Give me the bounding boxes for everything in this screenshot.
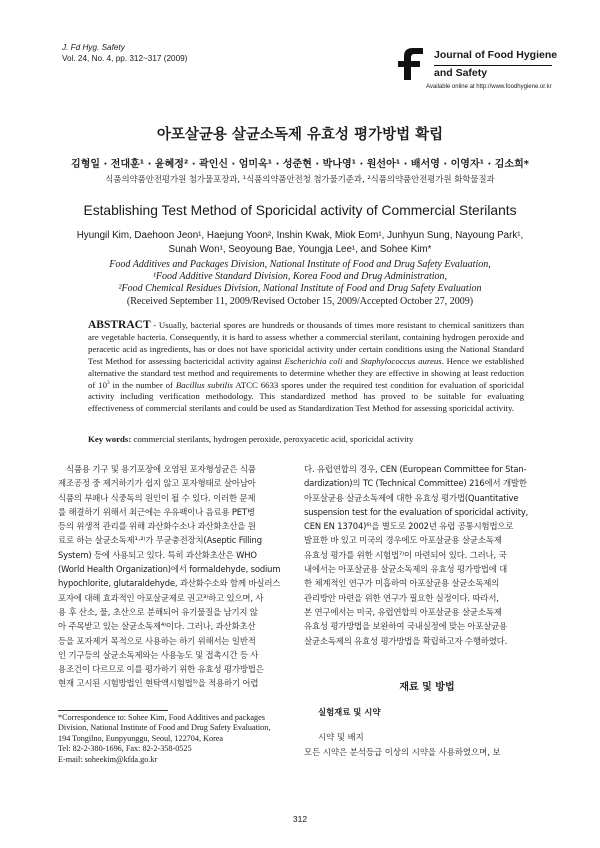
- text-line: hypochlorite, glutaraldehyde, 과산화수소와 함께 바실러스: [58, 578, 281, 589]
- exponent: 3: [107, 379, 110, 386]
- korean-title: 아포살균용 살균소독제 유효성 평가방법 확립: [156, 127, 444, 143]
- text-line: 유효성 평가를 위한 시험법⁷⁾이 마련되어 있다. 그러나, 국: [304, 549, 507, 560]
- text-line: 한 체계적인 연구가 미흡하여 아포살균용 살균소독제의: [304, 578, 500, 589]
- text-line: 본 연구에서는 미국, 유럽연합의 아포살균용 살균소독제: [304, 606, 502, 617]
- affiliation-line1: Food Additives and Packages Division, National Institute of Food and Drug Safety Evaluation,: [109, 259, 491, 270]
- abstract-text: ATCC 6633 spores under the required test condition for evaluation of sporicidal activity including verification methodology. This standardized method has proved to be suitable for evaluating effectiveness of commercial sterilants and could be used as Standardization Test Method for assessing sporicidal activity.: [88, 379, 525, 414]
- text-line: Tel: 82-2-380-1696, Fax: 82-2-358-0525: [58, 744, 192, 754]
- text-line: 용조건이 다르므로 이를 평가하기 위한 유효성 평가방법은: [58, 664, 264, 675]
- english-title: Establishing Test Method of Sporicidal activity of Commercial Sterilants: [83, 203, 517, 218]
- text-line: 현재 고시된 시험방법인 현탁액시험법⁵⁾을 적용하기 어렵: [58, 678, 259, 689]
- korean-affiliation: 식품의약품안전평가원 첨가물포장과, ¹식품의약품안전청 첨가물기준과, ²식품의약품안전평가원 화학물질과: [105, 174, 495, 184]
- subsection-heading: 실험재료 및 시약: [318, 707, 381, 717]
- correspondence-footnote: [58, 713, 308, 765]
- english-authors-line1: Hyungil Kim, Daehoon Jeon¹, Haejung Yoon², Inshin Kwak, Miok Eom¹, Junhyun Sung, Nayoung Park¹,: [76, 230, 524, 241]
- abstract-text: in the number of: [109, 379, 176, 390]
- text-line: E-mail: soheekim@kfda.go.kr: [58, 754, 158, 764]
- affiliation-line3: ²Food Chemical Residues Division, National Institute of Food and Drug Safety Evaluation: [118, 283, 482, 295]
- keywords-label: Key words:: [88, 434, 132, 444]
- text-line: System) 등에 사용되고 있다. 특히 과산화초산은 WHO: [58, 549, 257, 560]
- text-line: (World Health Organization)에서 formaldehyde, sodium: [58, 564, 281, 575]
- body-right-column: [304, 462, 550, 648]
- text-line: 살균소독제의 유효성 평가방법을 확립하고자 수행하였다.: [304, 635, 508, 646]
- section-heading: 재료 및 방법: [399, 682, 455, 693]
- organism-name: Escherichia coli: [284, 355, 343, 366]
- text-line: 인 기구등의 살균소독제와는 사용농도 및 접촉시간 등 사: [58, 649, 259, 660]
- text-line: 포자에 대해 효과적인 아포살균제로 권고³⁾하고 있으며, 사: [58, 592, 264, 603]
- text-line: 아포살균용 살균소독제에 대한 유효성 평가법(Quantitative: [304, 492, 519, 503]
- journal-logo: [398, 38, 558, 98]
- abstract-text: . Hence we established alternative the standard test method and requirements to determine whether they are effective in showing at least reduction of 10: [88, 355, 524, 390]
- text-line: *Correspondence to: Sohee Kim, Food Additives and packages: [58, 713, 265, 722]
- text-line: 식품의 부패나 식중독의 원인이 될 수 있다. 이러한 문제: [58, 492, 256, 503]
- text-line: 제조공정 중 제거하기가 쉽지 않고 포자형태로 살아남아: [58, 478, 256, 489]
- english-authors-line2: Sunah Won¹, Seoyoung Bae, Youngja Lee¹, and Sohee Kim*: [168, 244, 432, 255]
- text-line: 료로 하는 살균소독제¹·²⁾가 무균충전장치(Aseptic Filling: [58, 535, 262, 546]
- abstract-text: and: [342, 355, 361, 366]
- text-line: 를 해결하기 위해서 최근에는 우유팩이나 음료용 PET병: [58, 506, 255, 517]
- text-line: 내에서는 아포살균용 살균소독제의 유효성 평가방법에 대: [304, 564, 508, 575]
- journal-short-name: J. Fd Hyg. Safety: [62, 43, 125, 52]
- logo-title-line2: and Safety: [434, 67, 488, 79]
- text-line: Division, National Institute of Food and Drug Safety Evaluation,: [58, 723, 271, 733]
- page-number: 312: [292, 814, 308, 824]
- journal-f-logo-icon: [398, 46, 428, 80]
- text-line: 아 주목받고 있는 살균소독제⁴⁾이다. 그러나, 과산화초산: [58, 621, 256, 632]
- journal-url: Available online at http://www.foodhygiene.or.kr: [426, 84, 552, 90]
- body-left-column: [58, 462, 304, 691]
- organism-name: Staphylococcus aureus: [360, 355, 442, 366]
- text-line: CEN EN 13704)⁶⁾을 별도로 2002년 유럽 공통시험법으로: [304, 521, 514, 532]
- journal-citation: [62, 42, 187, 64]
- keywords: [88, 434, 524, 444]
- text-line: 등을 포자제거 목적으로 사용하는 하기 위해서는 일반적: [58, 635, 256, 646]
- abstract-text: - Usually, bacterial spores are hundreds or thousands of times more resistant to chemical sanitizers than are vegetable bacteria. Consequently, it is hard to assess whether a commercial sterilant, containing hydrogen peroxide and peracetic acid as ingredients, has or does not have sporicidal activity under certain conditions using the National Standard Test Method for assessing bactericidal activity against: [88, 320, 524, 366]
- footnote-divider: [58, 710, 168, 711]
- english-authors: [60, 229, 540, 257]
- keywords-text: commercial sterilants, hydrogen peroxide, peroxyacetic acid, sporicidal activity: [131, 434, 414, 444]
- text-line: 발표한 바 있고 미국의 경우에도 아포살균용 살균소독제: [304, 535, 502, 546]
- text-line: 등의 위생적 관리를 위해 과산화수소나 과산화초산을 원: [58, 521, 256, 532]
- abstract-label: ABSTRACT: [88, 319, 151, 331]
- text-line: 다. 유럽연합의 경우, CEN (European Committee for Stan-: [304, 464, 527, 474]
- english-affiliation: [60, 259, 540, 308]
- text-line: 식품용 기구 및 용기포장에 오염된 포자형성균은 식품: [66, 464, 256, 474]
- abstract: [88, 320, 524, 415]
- text-line: 관리방안 마련을 위한 연구가 필요한 실정이다. 따라서,: [304, 592, 499, 603]
- korean-authors: 김형일 · 전대훈¹ · 윤혜정² · 곽인신 · 엄미옥¹ · 성준현 · 박나영¹ · 원선아¹ · 배서영 · 이영자¹ · 김소희*: [71, 159, 529, 170]
- logo-title-line1: Journal of Food Hygiene: [434, 49, 558, 61]
- text-line: 194 Tongilno, Eunpyunggu, Seoul, 122704, Korea: [58, 733, 224, 743]
- text-line: 용 후 산소, 물, 초산으로 분해되어 유기물질을 남기지 않: [58, 606, 258, 617]
- body-paragraph: 모든 시약은 분석등급 이상의 시약을 사용하였으며, 보: [304, 747, 501, 757]
- subsubsection-heading: 시약 및 배지: [318, 732, 364, 742]
- text-line: dardization)의 TC (Technical Committee) 216에서 개발한: [304, 478, 527, 489]
- text-line: suspension test for the evaluation of sporicidal activity,: [304, 506, 529, 517]
- organism-name: Bacillus subtilis: [175, 379, 233, 390]
- text-line: 유효성 평가방법을 보완하여 국내실정에 맞는 아포살균용: [304, 621, 508, 632]
- affiliation-line2: ¹Food Additive Standard Division, Korea Food and Drug Administration,: [152, 271, 448, 283]
- received-dates: (Received September 11, 2009/Revised October 15, 2009/Accepted October 27, 2009): [126, 295, 474, 307]
- volume-info: Vol. 24, No. 4, pp. 312~317 (2009): [62, 54, 188, 63]
